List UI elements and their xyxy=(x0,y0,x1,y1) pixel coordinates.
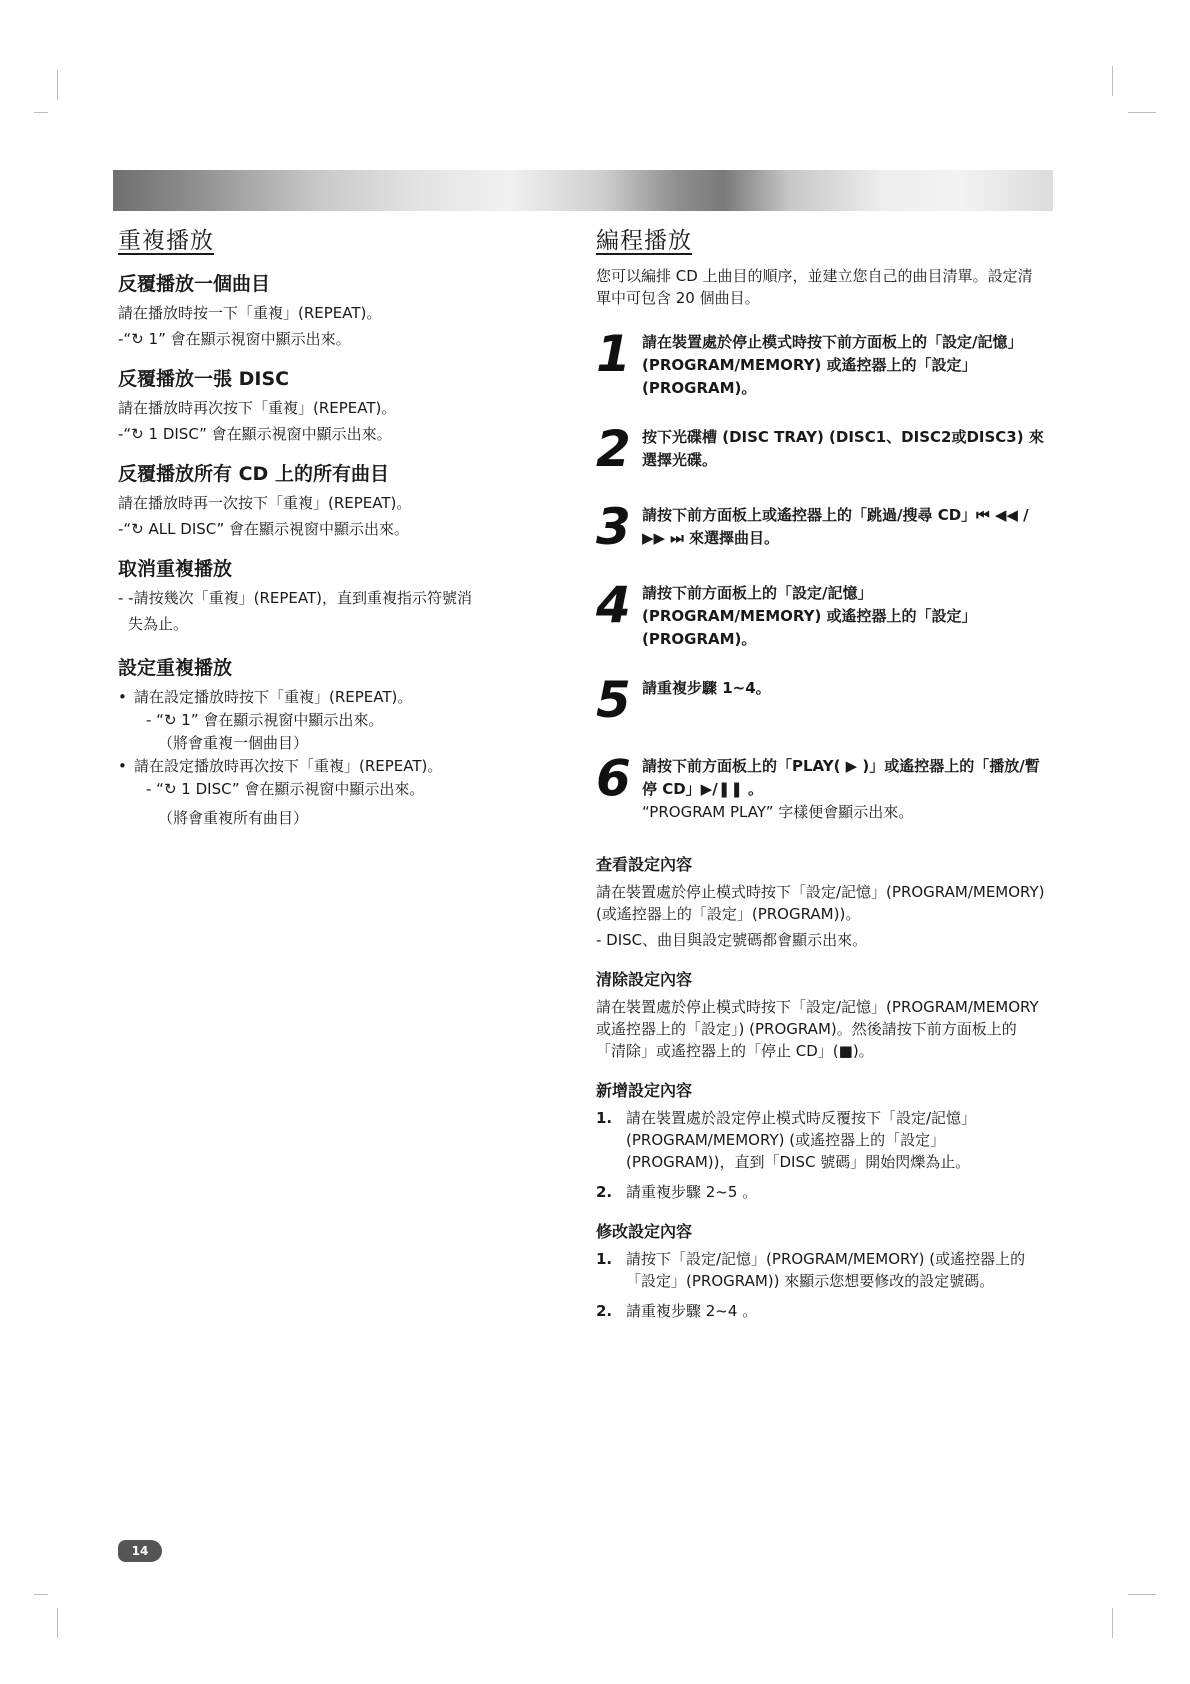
step-item xyxy=(596,671,1046,729)
sub-text: - “↻ 1” 會在顯示視窗中顯示出來。 xyxy=(146,711,384,729)
step-number: 5 xyxy=(596,671,631,729)
subsection-heading: 反覆播放一張 DISC xyxy=(118,368,290,390)
crop-mark xyxy=(1112,1608,1113,1638)
step-text: 請按下前方面板上或遙控器上的「跳過/搜尋 CD」⏮ ◀◀ /▶▶ ⏭ 來選擇曲目。 xyxy=(642,506,1029,547)
sub-text: - “↻ 1 DISC” 會在顯示視窗中顯示出來。 xyxy=(146,780,425,798)
step-number: 4 xyxy=(596,576,631,634)
body-text: 請在播放時再一次按下「重複」(REPEAT)。 xyxy=(118,494,412,512)
intro-text: 您可以編排 CD 上曲目的順序，並建立您自己的曲目清單。設定清單中可包含 20 個曲目。 xyxy=(596,267,1033,307)
step-number: 2 xyxy=(596,420,631,478)
program-playback-section xyxy=(596,222,1046,1330)
crop-mark xyxy=(57,1608,58,1638)
body-text: -“↻ 1 DISC” 會在顯示視窗中顯示出來。 xyxy=(118,425,392,443)
crop-mark xyxy=(34,1594,48,1595)
numbered-list xyxy=(596,1248,1046,1322)
header-banner xyxy=(113,170,1053,211)
step-number: 1 xyxy=(596,325,631,383)
numbered-list xyxy=(596,1107,1046,1203)
step-item xyxy=(596,749,1046,824)
bullet-list xyxy=(118,686,558,830)
subsection-heading: 修改設定內容 xyxy=(596,1222,693,1241)
step-text: 按下光碟槽 (DISC TRAY) (DISC1、DISC2或DISC3) 來選擇光碟。 xyxy=(642,428,1044,469)
list-item: 2. 請重複步驟 2~4 。 xyxy=(596,1302,758,1320)
crop-mark xyxy=(57,70,58,100)
body-text: - DISC、曲目與設定號碼都會顯示出來。 xyxy=(596,931,868,949)
subsection-heading: 反覆播放一個曲目 xyxy=(118,273,271,295)
crop-mark xyxy=(34,112,48,113)
section-title: 重複播放 xyxy=(118,228,214,254)
step-text: 請按下前方面板上的「PLAY( ▶ )」或遙控器上的「播放/暫停 CD」▶/❚❚ 。 xyxy=(642,757,1040,798)
crop-mark xyxy=(1128,1594,1156,1595)
step-list xyxy=(596,325,1046,824)
repeat-playback-section xyxy=(118,222,558,830)
step-note: “PROGRAM PLAY” 字樣便會顯示出來。 xyxy=(642,803,914,821)
list-item: 1. 請按下「設定/記憶」(PROGRAM/MEMORY) (或遙控器上的「設定」(PROGRAM)) 來顯示您想要修改的設定號碼。 xyxy=(596,1250,1026,1290)
step-item xyxy=(596,420,1046,478)
subsection-heading: 清除設定內容 xyxy=(596,970,693,989)
step-item xyxy=(596,325,1046,400)
body-text: 請在播放時再次按下「重複」(REPEAT)。 xyxy=(118,399,397,417)
body-text: 失為止。 xyxy=(128,615,189,633)
list-item: • 請在設定播放時再次按下「重複」(REPEAT)。 - “↻ 1 DISC” 會在顯示視窗中顯示出來。 （將會重複所有曲目） xyxy=(118,755,558,830)
crop-mark xyxy=(1128,112,1156,113)
page-number-tab: 14 xyxy=(118,1540,162,1562)
step-number: 6 xyxy=(596,749,631,807)
body-text: 請在裝置處於停止模式時按下「設定/記憶」(PROGRAM/MEMORY) (或遙控器上的「設定」(PROGRAM))。 xyxy=(596,883,1045,923)
step-text: 請重複步驟 1~4。 xyxy=(642,679,771,697)
section-title: 編程播放 xyxy=(596,228,692,254)
subsection-heading: 設定重複播放 xyxy=(118,657,233,679)
body-text: -“↻ 1” 會在顯示視窗中顯示出來。 xyxy=(118,330,351,348)
subsection-heading: 取消重複播放 xyxy=(118,558,233,580)
step-number: 3 xyxy=(596,498,631,556)
body-text: 請在播放時按一下「重複」(REPEAT)。 xyxy=(118,304,382,322)
body-text: -“↻ ALL DISC” 會在顯示視窗中顯示出來。 xyxy=(118,520,410,538)
sub-text: （將會重複所有曲目） xyxy=(158,809,309,827)
body-text: 請在裝置處於停止模式時按下「設定/記憶」(PROGRAM/MEMORY 或遙控器上的「設定」) (PROGRAM)。然後請按下前方面板上的「清除」或遙控器上的「停止 CD」(■)。 xyxy=(596,998,1039,1060)
list-item: 1. 請在裝置處於設定停止模式時反覆按下「設定/記憶」(PROGRAM/MEMORY) (或遙控器上的「設定」(PROGRAM))，直到「DISC 號碼」開始閃爍為止。 xyxy=(596,1109,977,1171)
subsection-heading: 反覆播放所有 CD 上的所有曲目 xyxy=(118,463,389,485)
step-item xyxy=(596,576,1046,651)
step-text: 請在裝置處於停止模式時按下前方面板上的「設定/記憶」(PROGRAM/MEMORY) 或遙控器上的「設定」(PROGRAM)。 xyxy=(642,333,1023,397)
step-text: 請按下前方面板上的「設定/記憶」(PROGRAM/MEMORY) 或遙控器上的「設定」(PROGRAM)。 xyxy=(642,584,977,648)
subsection-heading: 查看設定內容 xyxy=(596,855,693,874)
list-item: 2. 請重複步驟 2~5 。 xyxy=(596,1183,758,1201)
step-item xyxy=(596,498,1046,556)
body-text: - -請按幾次「重複」(REPEAT)，直到重複指示符號消 xyxy=(118,589,472,607)
list-item: • 請在設定播放時按下「重複」(REPEAT)。 - “↻ 1” 會在顯示視窗中顯示出來。 （將會重複一個曲目） xyxy=(118,686,558,755)
crop-mark xyxy=(1112,66,1113,96)
subsection-heading: 新增設定內容 xyxy=(596,1081,693,1100)
sub-text: （將會重複一個曲目） xyxy=(158,734,309,752)
